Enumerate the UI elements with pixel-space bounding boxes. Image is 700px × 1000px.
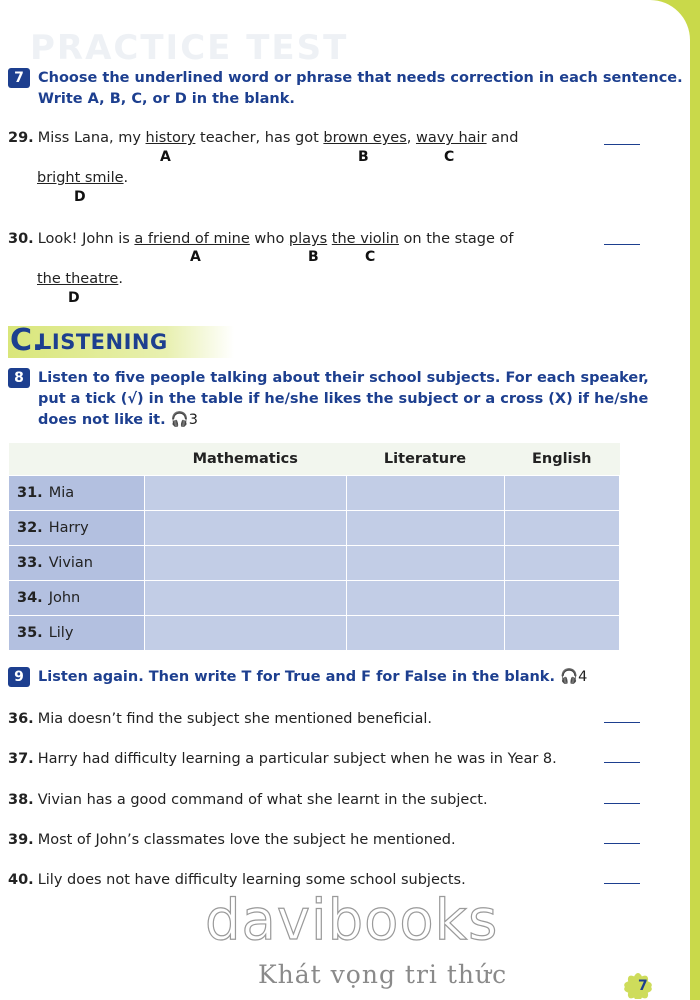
answer-cell[interactable] xyxy=(346,511,504,546)
row-label: 35. Lily xyxy=(9,616,145,651)
answer-cell[interactable] xyxy=(145,616,347,651)
answer-cell[interactable] xyxy=(504,616,620,651)
q29-label-c: C xyxy=(444,149,455,165)
q29-label-b: B xyxy=(358,149,369,165)
answer-cell[interactable] xyxy=(346,616,504,651)
q36-answer-blank[interactable] xyxy=(604,722,640,723)
q29-answer-blank[interactable] xyxy=(604,144,640,145)
q29-label-d: D xyxy=(74,189,86,205)
row-label: 33. Vivian xyxy=(9,546,145,581)
question-36: 36. Mia doesn’t find the subject she mentioned beneficial. xyxy=(8,711,432,727)
ex8-audio-track: 3 xyxy=(188,412,198,428)
question-37: 37. Harry had difficulty learning a particular subject when he was in Year 8. xyxy=(8,751,557,767)
question-30-line2: the theatre. xyxy=(37,271,123,287)
q37-answer-blank[interactable] xyxy=(604,762,640,763)
answer-cell[interactable] xyxy=(145,476,347,511)
table-row xyxy=(9,581,620,616)
row-label: 34. John xyxy=(9,581,145,616)
answer-cell[interactable] xyxy=(346,581,504,616)
q30-label-d: D xyxy=(68,290,80,306)
answer-cell[interactable] xyxy=(504,511,620,546)
ex8-number: 8 xyxy=(8,368,30,388)
answer-cell[interactable] xyxy=(504,546,620,581)
watermark-brand: davibooks xyxy=(205,888,499,953)
listening-table xyxy=(8,443,620,651)
ex9-instruction: 9 Listen again. Then write T for True and F for False in the blank. 🎧4 xyxy=(8,667,587,688)
q30-answer-blank[interactable] xyxy=(604,244,640,245)
question-30: 30. Look! John is a friend of mine who plays the violin on the stage of xyxy=(8,231,514,247)
ex9-audio-track: 4 xyxy=(578,669,588,685)
headphones-icon[interactable]: 🎧 xyxy=(560,669,579,685)
ex7-number: 7 xyxy=(8,68,30,88)
question-29-line2: bright smile. xyxy=(37,170,129,186)
table-row xyxy=(9,476,620,511)
q29-option-a: history xyxy=(145,130,196,146)
row-label: 32. Harry xyxy=(9,511,145,546)
q30-label-c: C xyxy=(365,249,376,265)
answer-cell[interactable] xyxy=(504,476,620,511)
q39-answer-blank[interactable] xyxy=(604,843,640,844)
q38-answer-blank[interactable] xyxy=(604,803,640,804)
col-header-literature: Literature xyxy=(346,443,504,476)
q29-option-b: brown eyes xyxy=(323,130,407,146)
watermark-tagline: Khát vọng tri thức xyxy=(258,960,508,989)
question-29: 29. Miss Lana, my history teacher, has got brown eyes, wavy hair and xyxy=(8,130,519,146)
q30-label-b: B xyxy=(308,249,319,265)
answer-cell[interactable] xyxy=(145,511,347,546)
question-38: 38. Vivian has a good command of what she learnt in the subject. xyxy=(8,792,488,808)
ex9-number: 9 xyxy=(8,667,30,687)
col-header-english: English xyxy=(504,443,620,476)
table-row xyxy=(9,616,620,651)
q30-option-c: the violin xyxy=(331,231,399,247)
col-header-mathematics: Mathematics xyxy=(145,443,347,476)
answer-cell[interactable] xyxy=(145,546,347,581)
section-title: LISTENING xyxy=(38,330,168,354)
answer-cell[interactable] xyxy=(346,546,504,581)
page-number: 7 xyxy=(638,978,648,994)
headphones-icon[interactable]: 🎧 xyxy=(170,412,189,428)
q30-label-a: A xyxy=(190,249,201,265)
answer-cell[interactable] xyxy=(504,581,620,616)
q29-option-d: bright smile xyxy=(37,170,124,186)
q29-label-a: A xyxy=(160,149,171,165)
answer-cell[interactable] xyxy=(346,476,504,511)
ex8-instruction: 8 Listen to five people talking about their school subjects. For each speaker, put a tick (√) in the table if he/she likes the subject or a cross (X) if he/she does not like it. 🎧3 xyxy=(8,368,649,431)
q29-option-c: wavy hair xyxy=(415,130,487,146)
ghost-header: PRACTICE TEST xyxy=(30,28,349,68)
question-39: 39. Most of John’s classmates love the subject he mentioned. xyxy=(8,832,456,848)
answer-cell[interactable] xyxy=(145,581,347,616)
q30-option-d: the theatre xyxy=(37,271,119,287)
table-row xyxy=(9,546,620,581)
q40-answer-blank[interactable] xyxy=(604,883,640,884)
table-corner xyxy=(9,443,145,476)
ex7-instruction: 7 Choose the underlined word or phrase that needs correction in each sentence. Write A, B, C, or D in the blank. xyxy=(8,68,683,110)
q30-option-b: plays xyxy=(288,231,328,247)
q30-option-a: a friend of mine xyxy=(134,231,250,247)
table-row xyxy=(9,511,620,546)
row-label: 31. Mia xyxy=(9,476,145,511)
section-c-header: C. LISTENING xyxy=(8,326,234,358)
question-40: 40. Lily does not have difficulty learning some school subjects. xyxy=(8,872,466,888)
